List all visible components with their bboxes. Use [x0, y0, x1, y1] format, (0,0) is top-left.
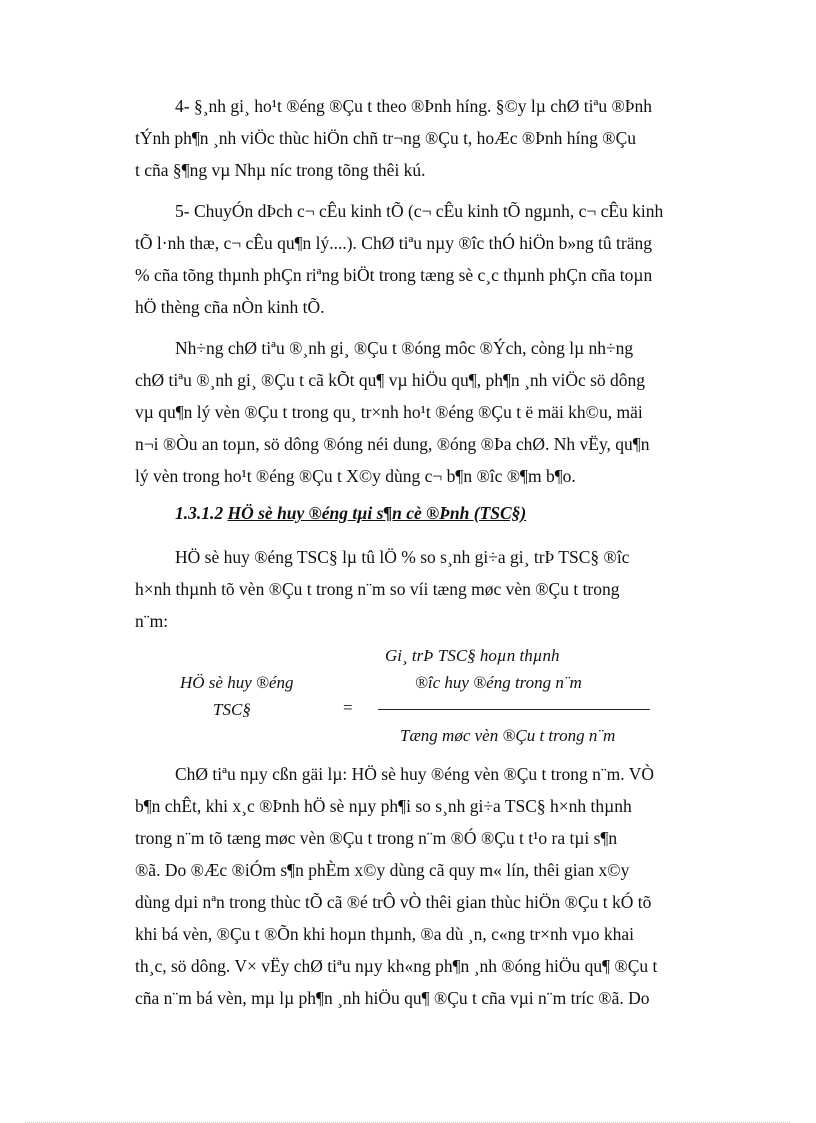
- text-line: th¸c, sö dông. V× vËy chØ tiªu nµy kh«ng ph¶n ¸nh ®óng hiÖu qu¶ ®Çu t: [135, 956, 658, 976]
- text-line: chØ tiªu ®¸nh gi¸ ®Çu t cã kÕt qu¶ vµ hiÖu qu¶, ph¶n ¸nh viÖc sö dông: [135, 370, 646, 390]
- text-line: 5- ChuyÓn dÞch c¬ cÊu kinh tÕ (c¬ cÊu kinh tÕ ngµnh, c¬ cÊu kinh: [175, 201, 664, 221]
- paragraph-2: [135, 195, 720, 323]
- formula-numerator-line2: ®îc huy ®éng trong n¨m: [415, 673, 582, 692]
- paragraph-5: [135, 758, 720, 1014]
- text-line: h×nh thµnh tõ vèn ®Çu t trong n¨m so víi tæng møc vèn ®Çu t trong: [135, 579, 620, 599]
- text-line: HÖ sè huy ®éng TSC§ lµ tû lÖ % so s¸nh gi÷a gi¸ trÞ TSC§ ®îc: [175, 547, 630, 567]
- formula-denominator: Tæng møc vèn ®Çu t trong n¨m: [400, 726, 616, 745]
- text-line: hÖ thèng cña nÒn kinh tÕ.: [135, 297, 325, 317]
- text-line: cña n¨m bá vèn, mµ lµ ph¶n ¸nh hiÖu qu¶ ®Çu t cña vµi n¨m tríc ®ã. Do: [135, 988, 650, 1008]
- fraction-bar: [378, 709, 650, 710]
- formula-equals: =: [343, 698, 353, 717]
- text-line: 4- §¸nh gi¸ ho¹t ®éng ®Çu t theo ®Þnh híng. §©y lµ chØ tiªu ®Þnh: [175, 96, 652, 116]
- text-line: ChØ tiªu nµy cßn gäi lµ: HÖ sè huy ®éng vèn ®Çu t trong n¨m. VÒ: [175, 764, 655, 784]
- text-line: t cña §¶ng vµ Nhµ níc trong tõng thêi kú.: [135, 160, 426, 180]
- text-line: trong n¨m tõ tæng møc vèn ®Çu t trong n¨m ®Ó ®Çu t t¹o ra tµi s¶n: [135, 828, 618, 848]
- text-line: tÝnh ph¶n ¸nh viÖc thùc hiÖn chñ tr¬ng ®Çu t, hoÆc ®Þnh híng ®Çu: [135, 128, 636, 148]
- text-line: Nh÷ng chØ tiªu ®¸nh gi¸ ®Çu t ®óng môc ®Ých, còng lµ nh÷ng: [175, 338, 634, 358]
- section-heading: [175, 503, 526, 524]
- formula-lhs-line2: TSC§: [213, 700, 251, 719]
- text-line: tÕ l·nh thæ, c¬ cÊu qu¶n lý....). ChØ tiªu nµy ®îc thÓ hiÖn b»ng tû träng: [135, 233, 653, 253]
- text-line: n¬i ®Òu an toµn, sö dông ®óng néi dung, ®óng ®Þa chØ. Nh vËy, qu¶n: [135, 434, 650, 454]
- text-line: n¨m:: [135, 611, 169, 631]
- text-line: vµ qu¶n lý vèn ®Çu t trong qu¸ tr×nh ho¹t ®éng ®Çu t ë mäi kh©u, mäi: [135, 402, 643, 422]
- text-line: b¶n chÊt, khi x¸c ®Þnh hÖ sè nµy ph¶i so s¸nh gi÷a TSC§ h×nh thµnh: [135, 796, 632, 816]
- text-line: lý vèn trong ho¹t ®éng ®Çu t X©y dùng c¬ b¶n ®îc ®¶m b¶o.: [135, 466, 576, 486]
- formula-lhs-line1: HÖ sè huy ®éng: [180, 673, 294, 692]
- text-line: dùng dµi nªn trong thùc tÕ cã ®é trÔ vÒ thêi gian thùc hiÖn ®Çu t kÓ tõ: [135, 892, 652, 912]
- paragraph-3: [135, 332, 720, 492]
- text-line: khi bá vèn, ®Çu t ®Õn khi hoµn thµnh, ®a dù ¸n, c«ng tr×nh vµo khai: [135, 924, 634, 944]
- section-number: 1.3.1.2: [175, 503, 224, 523]
- paragraph-4: [135, 541, 720, 637]
- text-line: % cña tõng thµnh phÇn riªng biÖt trong tæng sè c¸c thµnh phÇn cña toµn: [135, 265, 653, 285]
- text-line: ®ã. Do ®Æc ®iÓm s¶n phÈm x©y dùng cã quy m« lín, thêi gian x©y: [135, 860, 630, 880]
- formula-numerator-line1: Gi¸ trÞ TSC§ hoµn thµnh: [385, 646, 560, 665]
- section-title: HÖ sè huy ®éng tµi s¶n cè ®Þnh (TSC§): [227, 503, 527, 523]
